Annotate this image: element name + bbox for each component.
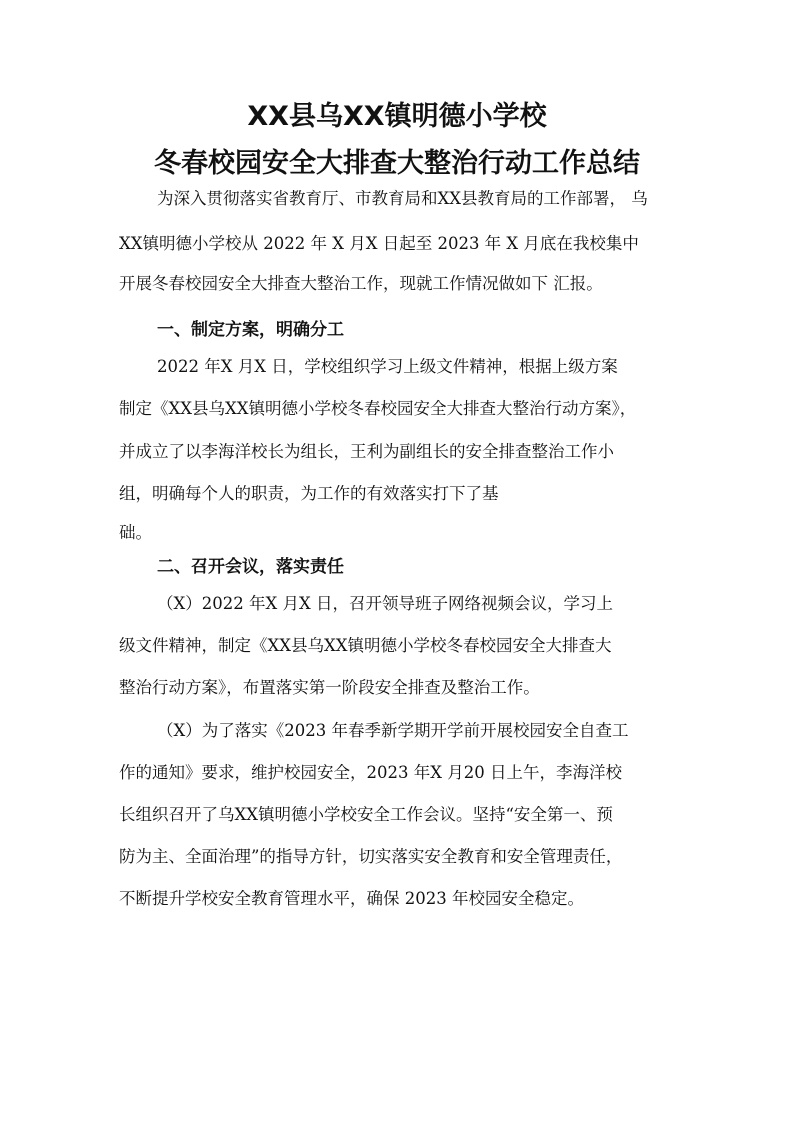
- section-2-paragraph-2-line: 作的通知》要求，维护校园安全，2023 年X 月20 日上午，李海洋校: [119, 763, 622, 782]
- section-1-line: 并成立了以李海洋校长为组长，王利为副组长的安全排查整治工作小: [119, 442, 614, 461]
- document-title-line-1: XX县乌XX镇明德小学校: [247, 101, 547, 132]
- section-2-paragraph-2-line: 防为主、全面治理”的指导方针，切实落实安全教育和安全管理责任，: [119, 847, 623, 866]
- section-2-paragraph-1-line: 级文件精神，制定《XX县乌XX镇明德小学校冬春校园安全大排查大: [119, 636, 612, 655]
- section-1-line: 组，明确每个人的职责，为工作的有效落实打下了基: [119, 484, 499, 503]
- section-2-heading: 二、召开会议，落实责任: [157, 557, 344, 577]
- section-2-paragraph-1-line: 整治行动方案》，布置落实第一阶段安全排查及整治工作。: [119, 678, 540, 697]
- section-2-paragraph-2-line: 长组织召开了乌XX镇明德小学校安全工作会议。坚持“安全第一、预: [119, 805, 613, 824]
- intro-line: 开展冬春校园安全大排查大整治工作，现就工作情况做如下 汇报。: [119, 274, 603, 293]
- section-2-paragraph-1-line: （X）2022 年X 月X 日，召开领导班子网络视频会议，学习上: [157, 594, 613, 613]
- section-2-paragraph-2-line: （X）为了落实《2023 年春季新学期开学前开展校园安全自查工: [157, 721, 629, 740]
- section-1-heading: 一、制定方案，明确分工: [157, 320, 344, 340]
- section-1-line: 础。: [119, 523, 152, 542]
- section-2-paragraph-2-line: 不断提升学校安全教育管理水平，确保 2023 年校园安全稳定。: [119, 889, 584, 908]
- intro-line: XX镇明德小学校从 2022 年 X 月X 日起至 2023 年 X 月底在我校集中: [119, 234, 639, 253]
- intro-line: 为深入贯彻落实省教育厅、市教育局和XX县教育局的工作部署， 乌: [157, 189, 648, 208]
- document-title-line-2: 冬春校园安全大排查大整治行动工作总结: [154, 148, 640, 179]
- section-1-line: 2022 年X 月X 日，学校组织学习上级文件精神，根据上级方案: [157, 357, 618, 376]
- section-1-line: 制定《XX县乌XX镇明德小学校冬春校园安全大排查大整治行动方案》，: [119, 399, 637, 418]
